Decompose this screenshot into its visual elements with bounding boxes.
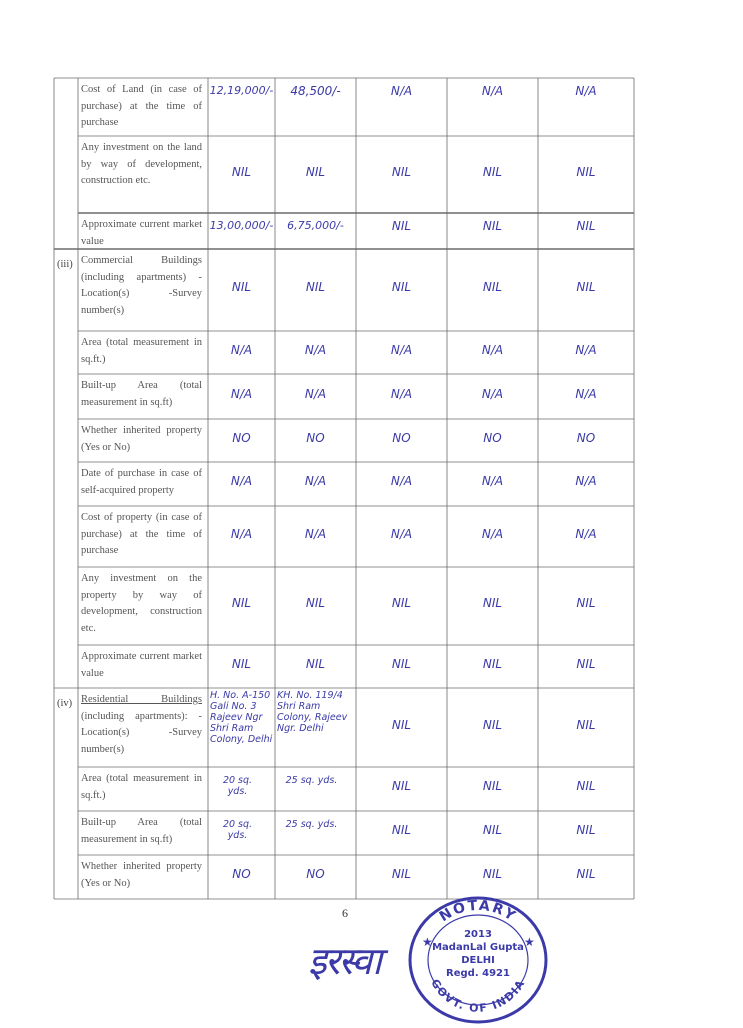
row-label: Built-up Area (total measurement in sq.ft) <box>81 817 202 845</box>
handwritten-value: N/A <box>230 526 253 541</box>
handwritten-value: N/A <box>481 474 504 488</box>
handwritten-value: NIL <box>482 280 503 294</box>
handwritten-value: NIL <box>576 219 596 233</box>
stamp-inner-text <box>420 928 536 980</box>
handwritten-value: N/A <box>390 84 413 98</box>
handwritten-value: NIL <box>231 656 252 671</box>
handwritten-value: 48,500/- <box>290 84 341 98</box>
stamp-name: MadanLal Gupta <box>432 942 524 953</box>
handwritten-value: NIL <box>231 164 252 179</box>
handwritten-value: NO <box>306 867 325 881</box>
handwritten-value: NIL <box>231 280 252 294</box>
handwritten-value: H. No. A-150 Gali No. 3 Rajeev Ngr Shri Ram Colony, Delhi <box>210 690 273 745</box>
row-label: Whether inherited property (Yes or No) <box>81 861 202 889</box>
handwritten-value: NIL <box>305 164 326 179</box>
handwritten-value: N/A <box>230 386 253 401</box>
handwritten-value: N/A <box>575 342 597 357</box>
handwritten-value: NIL <box>305 596 326 610</box>
stamp-top-text: NOTARY <box>436 897 520 926</box>
handwritten-value: 6,75,000/- <box>287 219 344 232</box>
handwritten-value: NIL <box>391 219 412 233</box>
handwritten-value: N/A <box>575 526 597 541</box>
row-label: Cost of Land (in case of purchase) at the time of purchase <box>81 84 202 128</box>
handwritten-value: NIL <box>482 164 503 179</box>
row-label: Approximate current market value <box>81 219 202 247</box>
handwritten-value: KH. No. 119/4 Shri Ram Colony, Rajeev Ngr. Delhi <box>277 690 348 734</box>
handwritten-value: NIL <box>391 596 412 610</box>
handwritten-value: N/A <box>390 342 413 357</box>
handwritten-value: N/A <box>304 342 327 357</box>
handwritten-value: NIL <box>576 656 596 671</box>
handwritten-value: N/A <box>390 474 413 488</box>
stamp-regd: Regd. 4921 <box>446 968 510 979</box>
row-label-text: (including apartments): -Location(s) -Survey number(s) <box>81 710 202 755</box>
handwritten-value: NO <box>306 430 325 445</box>
handwritten-value: NIL <box>576 280 596 294</box>
handwritten-value: N/A <box>575 84 597 98</box>
row-label: Any investment on the land by way of development, construction etc. <box>81 142 202 186</box>
handwritten-value: N/A <box>481 526 504 541</box>
handwritten-value: NIL <box>391 823 412 837</box>
stamp-bottom-text: GOVT. OF INDIA <box>428 976 528 1015</box>
handwritten-value: NIL <box>391 779 412 793</box>
handwritten-value: N/A <box>390 526 413 541</box>
handwritten-value: 12,19,000/- <box>209 84 274 97</box>
handwritten-value: 20 sq. yds. <box>222 775 253 797</box>
stamp-star-icon: ★ <box>524 935 535 949</box>
handwritten-value: NIL <box>231 596 252 610</box>
row-label: Area (total measurement in sq.ft.) <box>81 773 202 801</box>
row-label: Cost of property (in case of purchase) at the time of purchase <box>81 512 202 556</box>
handwritten-value: N/A <box>304 386 327 401</box>
handwritten-value: NIL <box>482 717 503 732</box>
stamp-city: DELHI <box>461 955 495 966</box>
handwritten-value: NIL <box>391 867 412 881</box>
section-number: (iii) <box>57 259 73 270</box>
handwritten-value: 25 sq. yds. <box>285 819 338 830</box>
row-label: Approximate current market value <box>81 651 202 679</box>
handwritten-value: NIL <box>482 823 503 837</box>
handwritten-value: N/A <box>481 84 504 98</box>
handwritten-value: 20 sq. yds. <box>222 819 253 841</box>
svg-text:NOTARY <box>437 898 520 926</box>
handwritten-value: NO <box>576 430 596 445</box>
handwritten-value: N/A <box>304 526 327 541</box>
row-label: Commercial Buildings (including apartments) -Location(s) -Survey number(s) <box>81 255 202 316</box>
handwritten-value: NO <box>232 867 251 881</box>
handwritten-value: N/A <box>481 386 504 401</box>
handwritten-value: N/A <box>481 342 504 357</box>
handwritten-value: 25 sq. yds. <box>285 775 338 786</box>
row-label: Date of purchase in case of self-acquired property <box>81 468 202 496</box>
row-label-heading: Residential Buildings <box>81 694 202 705</box>
handwritten-value: 13,00,000/- <box>209 219 274 232</box>
handwritten-value: NIL <box>482 779 503 793</box>
handwritten-value: NIL <box>576 867 596 881</box>
row-label: Area (total measurement in sq.ft.) <box>81 337 202 365</box>
handwritten-value: NIL <box>391 656 412 671</box>
handwritten-value: NIL <box>305 280 326 294</box>
handwritten-value: NIL <box>576 596 596 610</box>
handwritten-value: NIL <box>305 656 326 671</box>
handwritten-value: NIL <box>391 280 412 294</box>
section-number: (iv) <box>57 698 73 709</box>
handwritten-value: NIL <box>391 717 412 732</box>
handwritten-value: NIL <box>482 656 503 671</box>
handwritten-value: NIL <box>391 164 412 179</box>
handwritten-value: N/A <box>390 386 413 401</box>
handwritten-value: NIL <box>482 867 503 881</box>
svg-text:GOVT. OF INDIA <box>428 977 528 1015</box>
page-number: 6 <box>342 906 348 920</box>
row-label <box>81 692 202 758</box>
row-label: Whether inherited property (Yes or No) <box>81 425 202 453</box>
handwritten-value: NIL <box>576 823 596 837</box>
handwritten-signature: इरस्वा <box>308 939 380 983</box>
handwritten-value: NO <box>232 430 251 445</box>
handwritten-value: NIL <box>482 596 503 610</box>
stamp-star-icon: ★ <box>422 935 433 949</box>
handwritten-value: NIL <box>576 717 596 732</box>
handwritten-value: NO <box>483 430 502 445</box>
handwritten-value: N/A <box>230 342 253 357</box>
handwritten-value: NIL <box>482 219 503 233</box>
row-label: Any investment on the property by way of development, construction etc. <box>81 573 202 634</box>
handwritten-value: NIL <box>576 779 596 793</box>
handwritten-value: N/A <box>575 386 597 401</box>
handwritten-value: NO <box>392 430 411 445</box>
handwritten-value: N/A <box>230 474 253 488</box>
handwritten-value: N/A <box>575 474 597 488</box>
stamp-year: 2013 <box>464 929 492 940</box>
handwritten-value: N/A <box>304 474 327 488</box>
row-label: Built-up Area (total measurement in sq.ft) <box>81 380 202 408</box>
handwritten-value: NIL <box>576 164 596 179</box>
